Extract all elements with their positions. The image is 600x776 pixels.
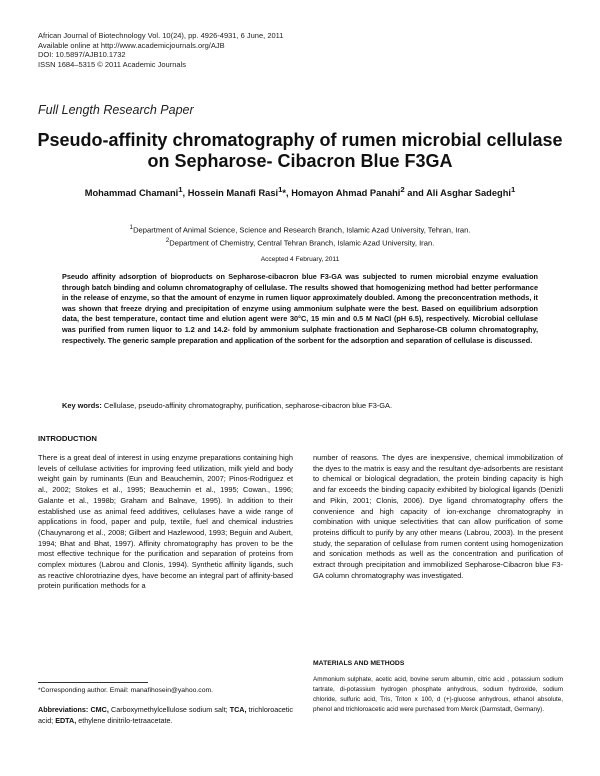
methods-heading: MATERIALS AND METHODS xyxy=(313,660,405,667)
abstract: Pseudo affinity adsorption of bioproducts on Sepharose-cibacron blue F3-GA was subjected to rumen microbial enzyme evaluation through batch binding and column chromatography of cellulase. The results showed that homogenizing method had better performance in the release of enzyme, so that the amount of enzyme in rumen liquor approximately doubled. Among the preconcentration methods, it was shown that freeze drying and precipitation of enzyme using ammonium sulphate were the best. Based on equilibrium adsorption data, the best temperature, contact time and elution agent were 30°C, 15 min and 0.5 M NaCl (pH 6.5), respectively. Microbial cellulase was purified from rumen liquor to 1.2 and 14.2- fold by ammonium sulphate fractionation and Sepharose-CB column chromatography, respectively. The generic sample preparation and application of the sorbent for the adsorption and separation of cellulase is discussed. xyxy=(62,272,538,345)
paper-type: Full Length Research Paper xyxy=(38,103,194,117)
abbreviation-term: TCA, xyxy=(229,705,247,714)
paper-title: Pseudo-affinity chromatography of rumen microbial cellulase on Sepharose- Cibacron Blue F3GA xyxy=(37,130,563,171)
journal-citation: African Journal of Biotechnology Vol. 10(24), pp. 4926-4931, 6 June, 2011 xyxy=(38,31,284,40)
abbreviation-term: EDTA, xyxy=(55,716,77,725)
introduction-right-column: number of reasons. The dyes are inexpensive, chemical immobilization of the dyes to the matrix is easy and the resultant dye-adsorbents are resistant to chemical or biological degradation, the protein binding capacity is high and far exceeds the binding capacity exhibited by biological ligands (Denizli and Pikin, 2001; Clonis, 2006). Dye ligand chromatography offers the convenience and high capacity of ion-exchange chromatography in combination with unique selectivities that can allow purification of some proteins difficult to purify by any other means (Labrou, 2003). In the present study, the separation of cellulase from rumen content using homogenization and sonication methods as well as the concentration and purification of extract through precipitation and immobilized Sepharose-Cibacron blue F3-GA column chromatography was investigated. xyxy=(313,453,563,580)
doi: DOI: 10.5897/AJB10.1732 xyxy=(38,50,126,60)
abbreviations-label: Abbreviations: xyxy=(38,705,89,714)
author-sup: 2 xyxy=(400,185,405,194)
footnote-divider xyxy=(38,682,148,683)
abbreviation-definition: trichloroacetic acid; xyxy=(38,705,293,725)
affiliation-sup: 2 xyxy=(165,237,170,245)
abbreviation-definition: ethylene dinitrilo-tetraacetate. xyxy=(76,716,173,725)
accepted-date: Accepted 4 February, 2011 xyxy=(260,256,340,263)
introduction-left-column: There is a great deal of interest in using enzyme preparations containing high levels of cellulase activities for improving feed utilization, milk yield and body weight gain by ruminants (Eun and Beauchemin, 2007; Pinos-Rodriguez et al., 2002; Stokes et al., 1995; Beauchemin et al., 1995; Cowan., 1996; Galante et al., 1998b; Graham and Balnave, 1995). In addition to their established use as animal feed additives, cellulases have a wide range of applications in food, paper and pulp, textile, fuel and chemical industries (Chauynarong et al., 2008; Gilbert and Hazlewood, 1993; Beguin and Aubert, 1994; Bhat and Bhat, 1997). Affinity chromatography has proven to be the most effective technique for the purification and separation of proteins from complex mixtures (Labrou and Clonis, 1994). Synthetic affinity ligands, such as reactive chlorotriazine dyes, have become an integral part of affinity-based protein purification methods for a xyxy=(38,453,293,591)
abbreviations xyxy=(38,704,293,726)
affiliation-sup: 1 xyxy=(129,224,134,231)
author-name: Ali Asghar Sadeghi xyxy=(426,188,511,199)
keywords xyxy=(62,401,538,411)
author-sep: *, xyxy=(282,188,292,199)
methods-text: Ammonium sulphate, acetic acid, bovine serum albumin, citric acid , potassium sodium tartrate, di-potassium hydrogen phosphate anhydrous, sodium hydroxide, sodium chloride, sulfuric acid, Tris, Triton x 100, d (+)-glucose anhydrous, ethanol absolute, phenol and trichloroacetic acid were purchased from Merck (Darmstadt, Germany). xyxy=(313,676,563,713)
author-sup: 1 xyxy=(178,185,183,194)
author-name: Mohammad Chamani xyxy=(84,188,179,199)
journal-url: Available online at http://www.academicjournals.org/AJB xyxy=(38,40,225,50)
author-sup: 1 xyxy=(278,185,283,194)
abbreviation-definition: Carboxymethylcellulose sodium salt; xyxy=(108,705,230,714)
abbreviation-term: CMC, xyxy=(90,705,109,714)
journal-header xyxy=(38,31,283,69)
keywords-text: Cellulase, pseudo-affinity chromatography, purification, sepharose-cibacron blue F3-GA. xyxy=(101,401,393,410)
affiliation-text: Department of Chemistry, Central Tehran Branch, Islamic Azad University, Iran. xyxy=(169,238,435,248)
affiliation xyxy=(40,236,560,249)
issn: ISSN 1684–5315 © 2011 Academic Journals xyxy=(38,59,186,69)
author-sep: , xyxy=(182,188,188,199)
author-name: Homayon Ahmad Panahi xyxy=(291,188,401,199)
author-sep: and xyxy=(404,188,427,199)
affiliation-text: Department of Animal Science, Science and Research Branch, Islamic Azad University, Tehran, Iran. xyxy=(133,225,471,235)
author-list xyxy=(40,183,560,200)
author-name: Hossein Manafi Rasi xyxy=(187,188,279,199)
corresponding-author-footnote: *Corresponding author. Email: manafihosein@yahoo.com. xyxy=(38,687,214,694)
author-sup: 1 xyxy=(510,185,516,194)
affiliations xyxy=(40,223,560,249)
introduction-heading: INTRODUCTION xyxy=(38,434,97,443)
keywords-label: Key words: xyxy=(62,401,102,410)
affiliation xyxy=(40,223,560,236)
